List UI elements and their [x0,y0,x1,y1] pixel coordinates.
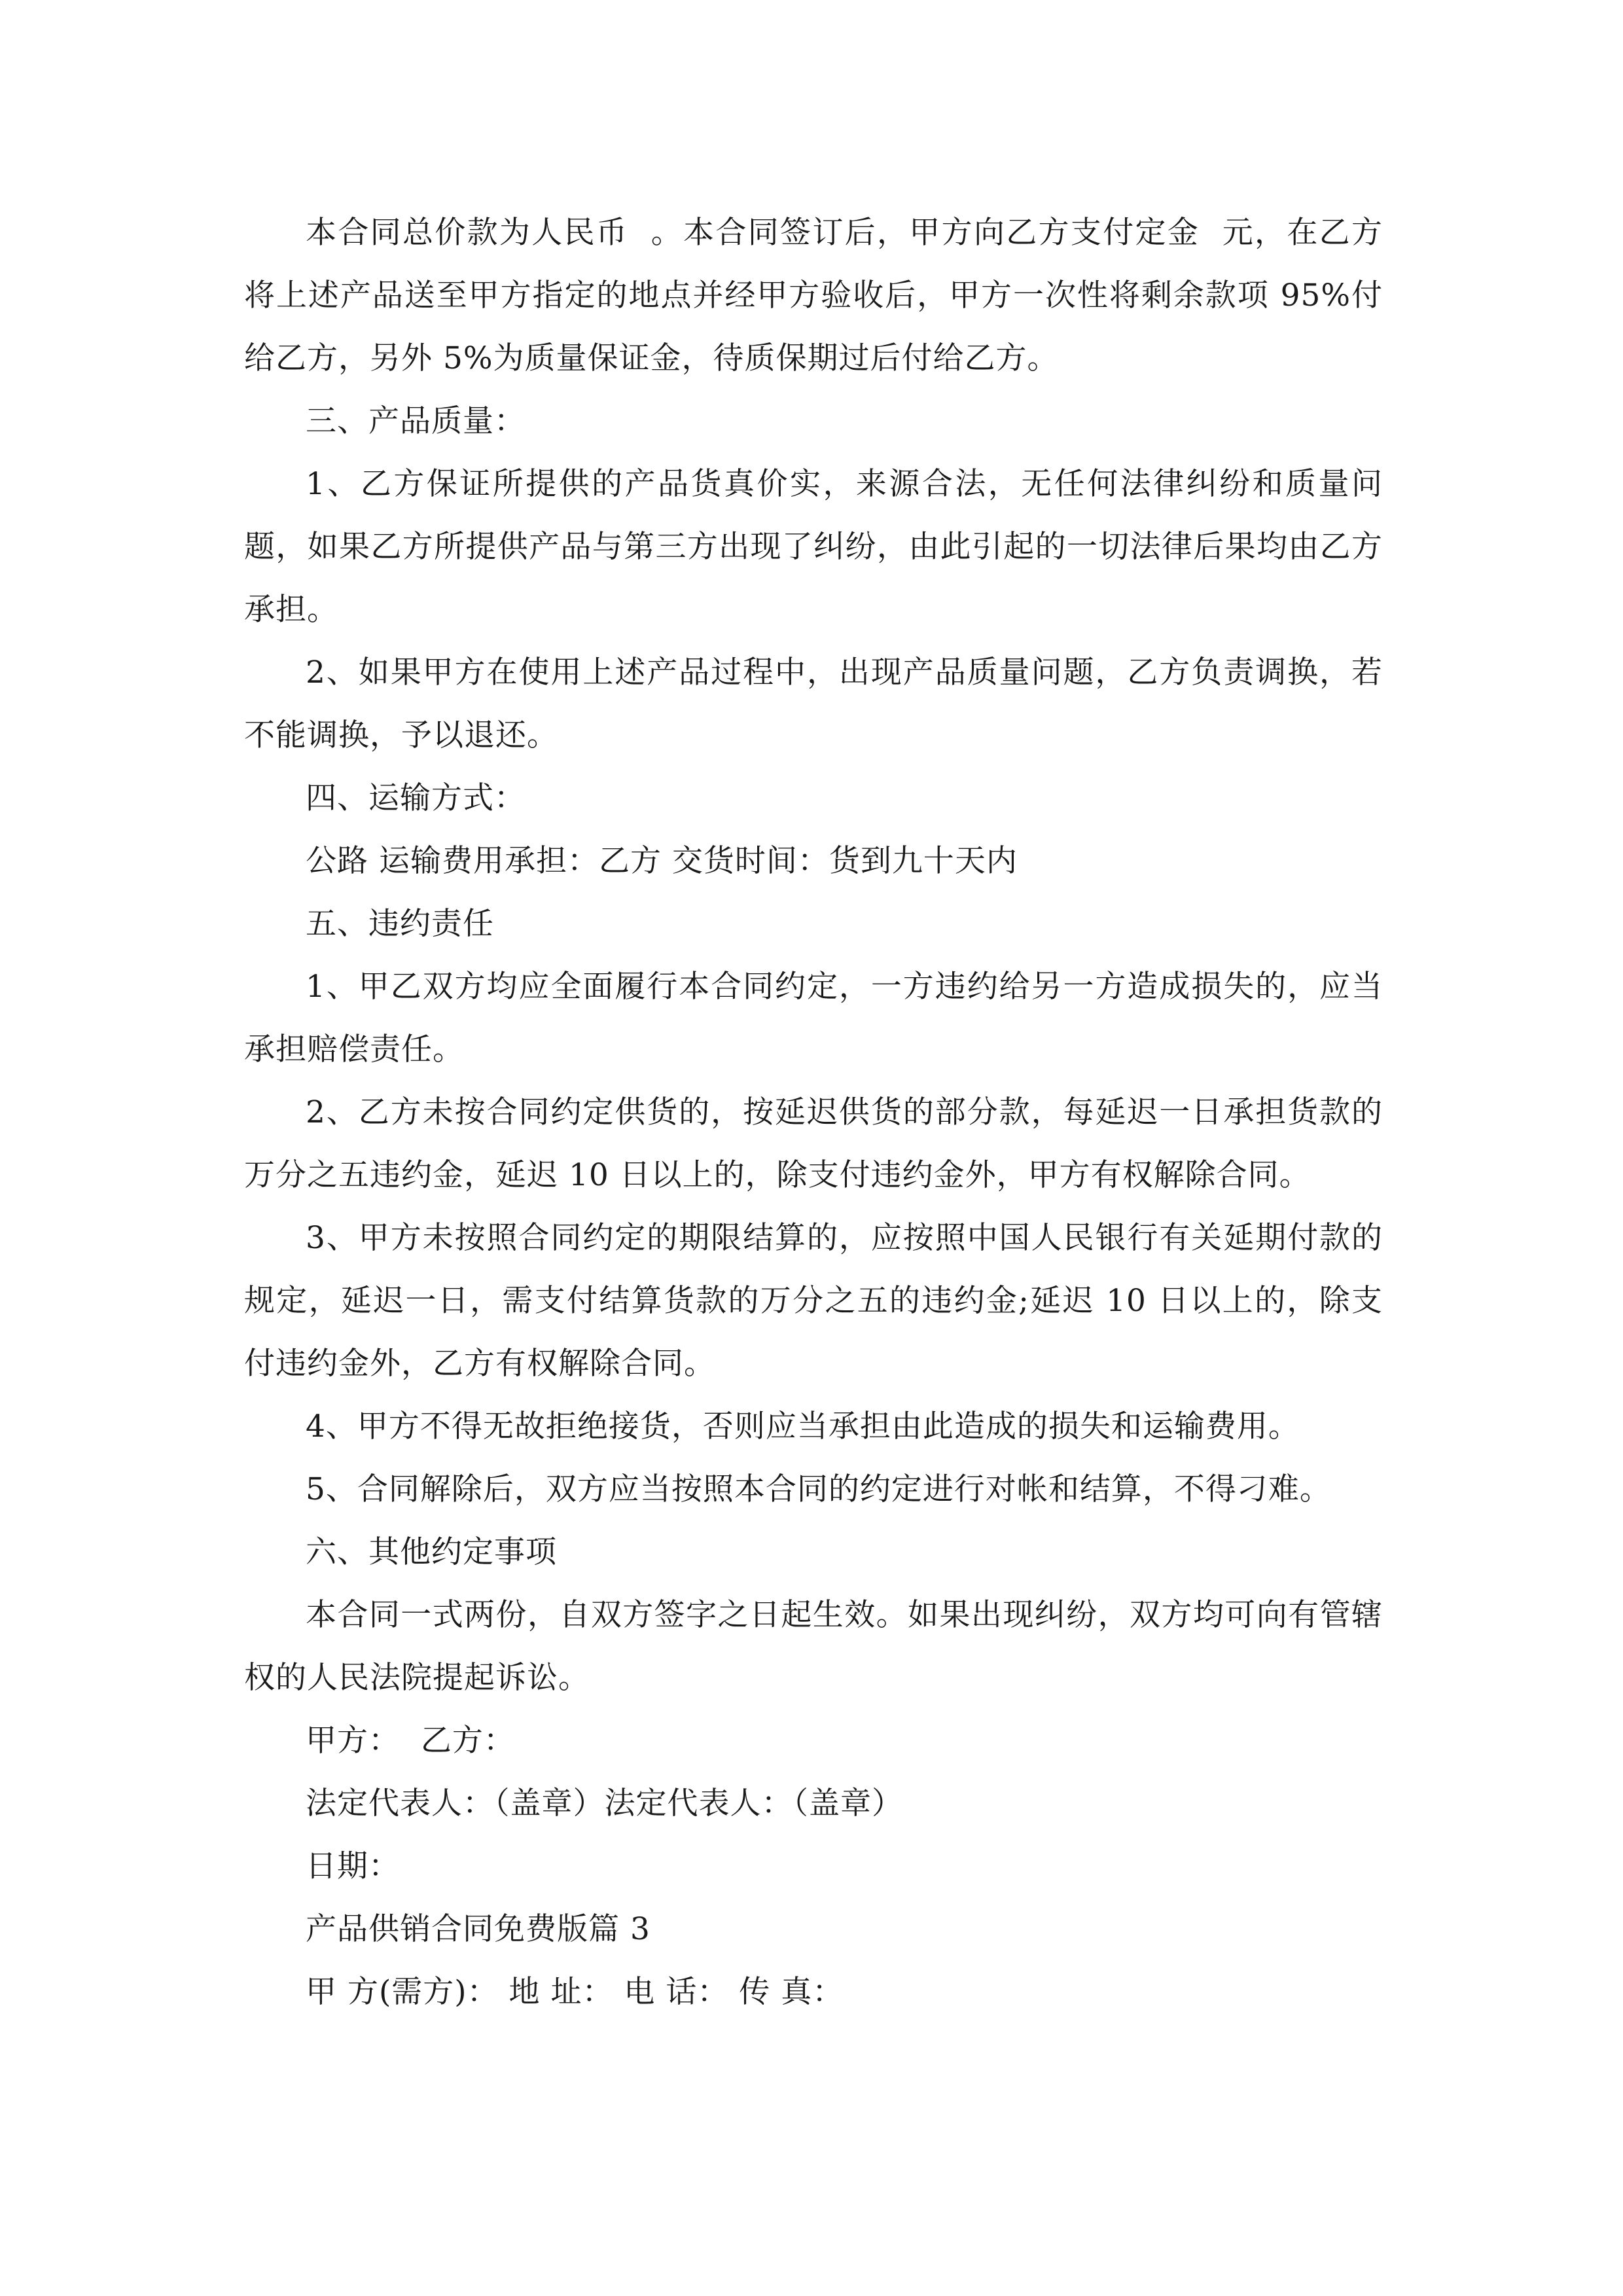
heading-transport: 四、运输方式： [306,780,526,816]
section-title-contract-3: 产品供销合同免费版篇 3 [306,1911,651,1947]
signature-representatives: 法定代表人：（盖章）法定代表人：（盖章） [306,1785,903,1821]
paragraph-breach-3: 3、甲方未按照合同约定的期限结算的，应按照中国人民银行有关延期付款的规定，延迟一日，需支付结算货款的万分之五的违约金;延迟 10 日以上的，除支付违约金外，乙方有权解除合同。 [244,1220,1383,1382]
paragraph-breach-1: 1、甲乙双方均应全面履行本合同约定，一方违约给另一方造成损失的，应当承担赔偿责任。 [244,969,1383,1067]
paragraph-quality-1: 1、乙方保证所提供的产品货真价实，来源合法，无任何法律纠纷和质量问题，如果乙方所提供产品与第三方出现了纠纷，由此引起的一切法律后果均由乙方承担。 [244,466,1383,628]
heading-breach: 五、违约责任 [306,906,494,942]
heading-product-quality: 三、产品质量： [306,403,526,439]
signature-date: 日期： [306,1848,400,1884]
document-body [244,202,1383,2024]
signature-parties: 甲方： 乙方： [306,1723,515,1759]
paragraph-breach-4: 4、甲方不得无故拒绝接货，否则应当承担由此造成的损失和运输费用。 [306,1408,1300,1444]
paragraph-breach-5: 5、合同解除后，双方应当按照本合同的约定进行对帐和结算，不得刁难。 [306,1471,1331,1507]
paragraph-breach-2: 2、乙方未按合同约定供货的，按延迟供货的部分款，每延迟一日承担货款的万分之五违约金，延迟 10 日以上的，除支付违约金外，甲方有权解除合同。 [244,1094,1383,1193]
paragraph-quality-2: 2、如果甲方在使用上述产品过程中，出现产品质量问题，乙方负责调换，若不能调换，予以退还。 [244,655,1383,753]
paragraph-other-terms: 本合同一式两份，自双方签字之日起生效。如果出现纠纷，双方均可向有管辖权的人民法院提起诉讼。 [244,1597,1383,1696]
party-a-info-line: 甲 方(需方)： 地 址： 电 话： 传 真： [306,1974,844,2010]
paragraph-payment-terms: 本合同总价款为人民币 。本合同签订后，甲方向乙方支付定金 元，在乙方将上述产品送至甲方指定的地点并经甲方验收后，甲方一次性将剩余款项 95%付给乙方，另外 5%为质量保证金，待质保期过后付给乙方。 [244,215,1383,376]
heading-other-terms: 六、其他约定事项 [306,1534,557,1570]
paragraph-transport: 公路 运输费用承担：乙方 交货时间：货到九十天内 [306,843,1018,879]
